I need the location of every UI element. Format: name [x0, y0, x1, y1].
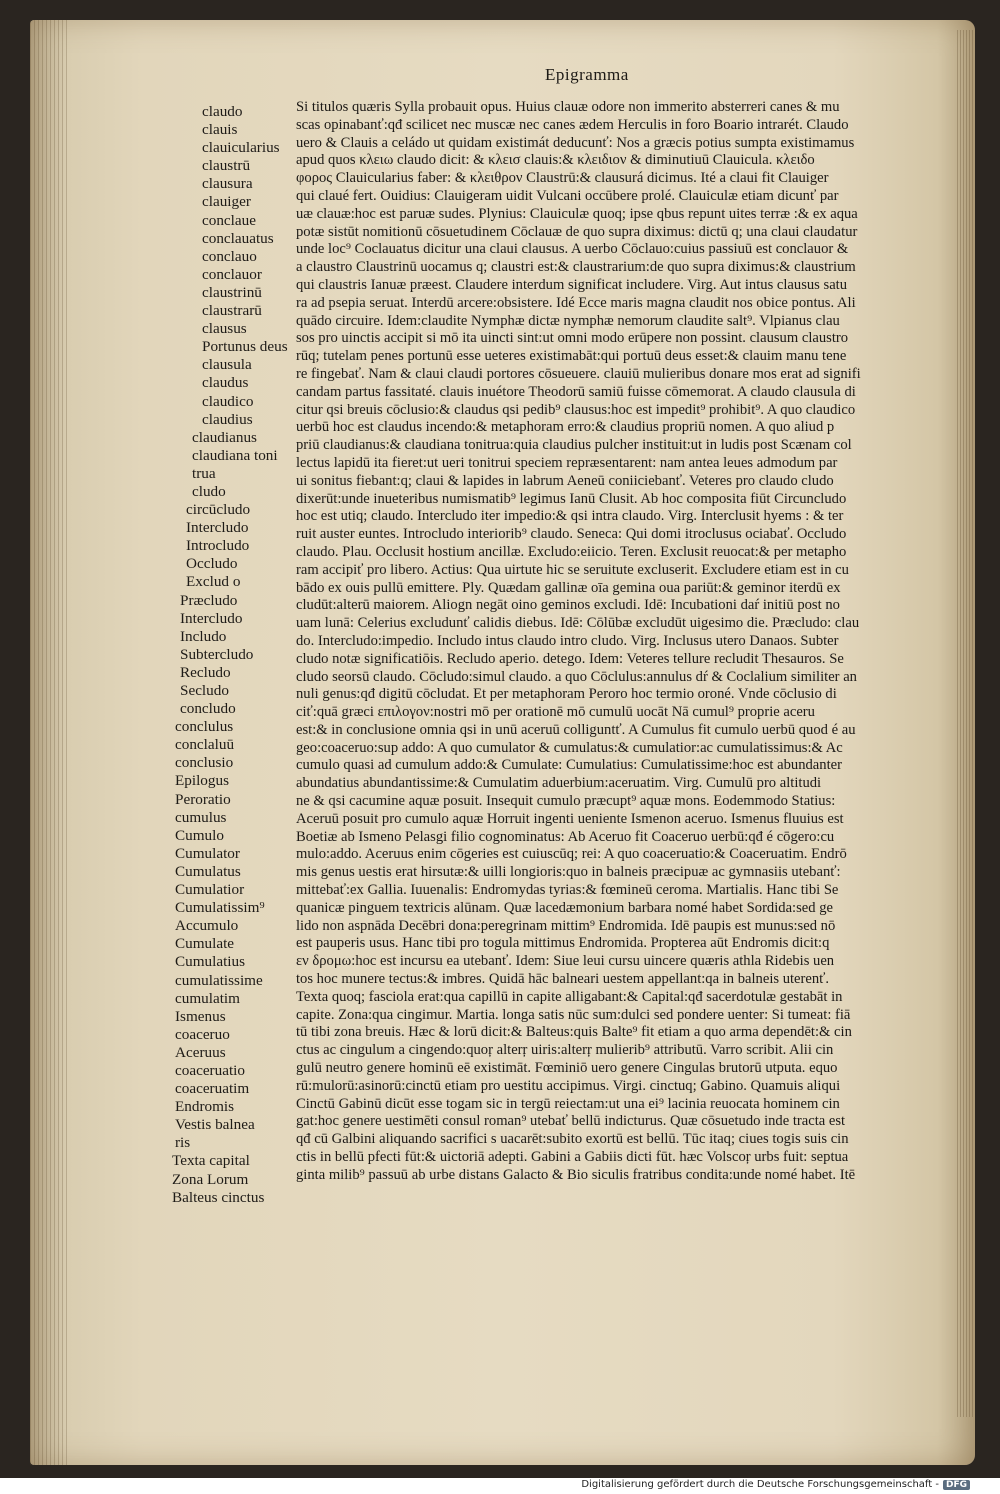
margin-gloss-word: claudiana toni	[192, 446, 278, 464]
text-line: ne & qsi cacumine aquæ posuit. Insequit cumulo præcupt⁹ aquæ mons. Eodemmodo Statius:	[296, 793, 836, 810]
text-line: hoc est utiq; claudo. Intercludo iter impedio:& qsi intra claudo. Virg. Interclusit hyems : & ter	[296, 508, 844, 525]
margin-gloss-word: claudius	[202, 410, 253, 428]
text-line: citur qsi breuis cōclusio:& claudus qsi pedib⁹ clausus:hoc est impedit⁹ prohibit⁹. A quo claudico	[296, 401, 856, 418]
text-line: bādo ex ouis pullū emittere. Ply. Quædam gallinæ oīa gemina oua pariūt:& geminor iterdū ex	[296, 579, 841, 596]
text-line: Texta quoq; fasciola erat:qua capillū in capite alligabant:& Capital:qđ sacerdotulæ gestabāt in	[296, 988, 843, 1005]
margin-gloss-word: Intercludo	[180, 609, 243, 627]
margin-gloss-word: cumulatissime	[175, 971, 263, 989]
margin-gloss-word: claudianus	[192, 428, 257, 446]
margin-gloss-word: claustrinū	[202, 283, 262, 301]
margin-gloss-word: Includo	[180, 627, 227, 645]
text-line: cumulo quasi ad cumulum addo:& Cumulate: Cumulatius: Cumulatissime:hoc est abundanter	[296, 757, 842, 774]
margin-gloss-word: clauiger	[202, 193, 251, 211]
text-line: apud quos κλειω claudo dicit: & κλεισ clauis:& κλειδιον & diminutiuū Clauicula. κλειδο	[296, 152, 815, 169]
margin-gloss-word: coaceruatim	[175, 1080, 250, 1098]
marginal-glosses	[172, 103, 292, 1207]
text-line: Cinctū Gabinū dicūt esse togam sic in tergū reiectam:ut una ei⁹ lacinia reuocata hominem cin	[296, 1095, 840, 1112]
margin-gloss-word: claustrarū	[202, 302, 262, 320]
margin-gloss-word: clausus	[202, 320, 247, 338]
dfg-logo: DFG	[943, 1480, 970, 1490]
text-line: Aceruū posuit pro cumulo aquæ Horruit ingenti ueniente Ismenon aceruo. Ismenus fluuius est	[296, 810, 844, 827]
text-line: est:& in conclusione omnia qsi in unū aceruū colliguntť. A Cumulus fit cumulo uerbū quod é au	[296, 721, 856, 738]
text-line: ginta milib⁹ passuū ab urbe distans Galacto & Bio siculis fratribus condita:unde nomé habet. Itē	[296, 1166, 856, 1183]
text-line: re fingebať. Nam & claui claudi portores cōsueuere. clauiū mulieribus donare mos erat ad signifi	[296, 365, 861, 382]
text-line: uam lunā: Celerius excludunť calidis diebus. Idē: Cōlūbæ excludūt uigesimo die. Præcludo: clau	[296, 615, 860, 632]
margin-gloss-word: cumulus	[175, 808, 227, 826]
text-line: est pauperis usus. Hanc tibi pro togula mittimus Endromida. Propterea aūt Endromis dicit:q	[296, 935, 830, 952]
main-text-block	[296, 99, 968, 1185]
text-line: ra ad psepia seruat. Interdū arcere:obsistere. Idé Ecce maris magna claudit nos obice pontus. Ali	[296, 294, 856, 311]
margin-gloss-word: claudus	[202, 374, 249, 392]
text-line: tū tibi zona breuis. Hæc & lorū dicit:& Balteus:quis Balte⁹ fit etiam a quo arma dependēt:& cin	[296, 1024, 852, 1041]
text-line: uæ clauæ:hoc est paruæ sudes. Plynius: Clauiculæ quoq; ipse qbus repunt uites terræ :& ex aqua	[296, 205, 858, 222]
text-line: qui claustris Ianuæ præest. Claudere interdum significat includere. Virg. Aut intus clausus satu	[296, 276, 848, 293]
text-line: εν δρομω:hoc est incursu ea utebanť. Idem: Siue leui cursu uincere quæris athla Ridebis uen	[296, 953, 835, 970]
text-line: priū claudianus:& claudiana tonitrua:quia claudius pulcher instituit:ut in ludis post Scænam col	[296, 437, 852, 454]
text-line: claudo. Plau. Occlusit hostium ancillæ. Excludo:eiicio. Teren. Exclusit reuocat:& per metapho	[296, 543, 847, 560]
margin-gloss-word: Occludo	[186, 555, 238, 573]
text-line: mulo:addo. Aceruus enim cōgeries est cuiuscūq; rei: A quo coaceruatio:& Coaceruatim. Endrō	[296, 846, 847, 863]
funding-footer	[581, 1479, 970, 1490]
margin-gloss-word: Portunus deus	[202, 338, 288, 356]
text-line: ram accipiť pro libero. Actius: Qua uirtute hic se seruitute excluserit. Excludere etiam est in cu	[296, 561, 849, 578]
text-line: uerbū hoc est claudus incendo:& metaphoram erro:& claudius propriū nomen. A quo aliud p	[296, 419, 835, 436]
margin-gloss-word: cumulatim	[175, 989, 240, 1007]
text-line: qđ cū Galbini aliquando sacrifici s uacarēt:subito exortū est bellū. Tūc itaq; ciues togis suis cin	[296, 1131, 849, 1148]
text-line: φορος Clauicularius faber: & κλειθρον Claustrū:& clausurá dicimus. Ité a claui fit Clauiger	[296, 170, 829, 187]
margin-gloss-word: cludo	[192, 482, 226, 500]
text-line: Boetiæ ab Ismeno Pelasgi filio cognominatus: Ab Aceruo fit Coaceruo uerbū:qđ é cōgero:cu	[296, 828, 835, 845]
margin-gloss-word: conclauor	[202, 265, 262, 283]
margin-gloss-word: Ismenus	[175, 1007, 226, 1025]
text-line: rū:mulorū:asinorū:cinctū etiam pro uestitu accipimus. Virgi. cinctuq; Gabino. Quamuis aliqui	[296, 1077, 841, 1094]
text-line: capite. Zona:qua cingimur. Martia. longa satis nūc sum:dulci sed pondere uenter: Si tumeat: fiā	[296, 1006, 851, 1023]
margin-gloss-word: Balteus cinctus	[172, 1188, 265, 1206]
margin-gloss-word: claudo	[202, 103, 243, 120]
text-line: sos pro uinctis accipit si mō ita uincti sint:ut omni modo erūpere non possint. clausum claustro	[296, 330, 849, 347]
page-stack-edge	[30, 20, 70, 1465]
margin-gloss-word: Vestis balnea	[175, 1116, 255, 1134]
text-line: qui claué fert. Ouidius: Clauigeram uidit Vulcani occūbere prolé. Clauiculæ etiam dicunť par	[296, 187, 839, 204]
text-line: ruit auster euntes. Introcludo interiorib⁹ claudo. Seneca: Qui domi itroclusus ociabať. Occludo	[296, 526, 847, 543]
margin-gloss-word: Texta capital	[172, 1152, 250, 1170]
margin-gloss-word: clausula	[202, 356, 252, 374]
text-line: cludūt:alterū maiorem. Aliogn negāt oino geminos excludi. Idē: Incubationi daŕ initiū post no	[296, 597, 840, 614]
text-line: rūq; tutelam penes portunū esse ueteres existimabāt:qui portuū deus esset:& clauim manu tene	[296, 348, 847, 365]
margin-gloss-word: claustrū	[202, 157, 251, 175]
text-line: quādo circuire. Idem:claudite Nymphæ dictæ nymphæ nemorum claudite salt⁹. Vlpianus clau	[296, 312, 840, 329]
text-line: gat:hoc genere uestimēti consul roman⁹ utebať bellū indicturus. Quæ cōsuetudo inde tracta est	[296, 1113, 846, 1130]
text-line: ui sonitus fiebant:q; claui & lapides in labrum Aeneū coniiciebanť. Veteres pro claudo cludo	[296, 472, 834, 489]
text-line: uero & Clauis a celádo ut quidam existimát deducunť: Nos a græcis potius sumpta existimamus	[296, 134, 855, 151]
margin-gloss-word: Exclud o	[186, 573, 241, 591]
margin-gloss-word: Præcludo	[180, 591, 238, 609]
margin-gloss-word: Recludo	[180, 663, 231, 681]
margin-gloss-word: Cumulatior	[175, 881, 245, 899]
text-line: ctis in bellū pfecti fūt:& uictoriā adepti. Gabini a Gabiis dicti fūt. hæc Volscoŗ urbs fuit: septua	[296, 1149, 849, 1166]
text-line: ctus ac cingulum a cingendo:quoŗ alterŗ uiris:alterŗ mulierib⁹ attributū. Varro scribit. Alii cin	[296, 1042, 834, 1059]
text-line: candam partus fassitaté. clauis inuétore Theodorū samiū fuisse cōmemorat. A claudo clausula di	[296, 383, 856, 400]
margin-gloss-word: Cumulatissim⁹	[175, 899, 265, 917]
text-line: a claustro Claustrinū uocamus q; claustri est:& claustrarium:de quo supra diximus:& claustrium	[296, 259, 856, 276]
text-line: scas opinabanť:qđ scilicet nec muscæ nec canes ædem Herculis in foro Boario intrarét. Claudo	[296, 116, 849, 133]
margin-gloss-word: coaceruatio	[175, 1061, 245, 1079]
text-line: do. Intercludo:impedio. Includo intus claudo intro cludo. Virg. Inclusus utero Danaos. Subter	[296, 632, 839, 649]
margin-gloss-word: conclaue	[202, 211, 256, 229]
margin-gloss-word: ris	[175, 1134, 191, 1152]
margin-gloss-word: Cumulator	[175, 844, 240, 862]
margin-gloss-word: clauicularius	[202, 139, 280, 157]
text-line: cludo seorsū claudo. Cōcludo:simul claudo. a quo Cōclulus:annulus dŕ & Coclalium similiter an	[296, 668, 857, 685]
text-line: abundatius abundantissime:& Cumulatim aduerbium:aceruatim. Virg. Cumulū pro altitudi	[296, 775, 822, 792]
text-line: quanicæ pinguem textricis alūnam. Quæ lacedæmonium barbara nomé habet Sordida:sed ge	[296, 899, 833, 916]
text-line: lectus lapidū ita fieret:ut ueri tonitrui speciem repræsentarent: nam antea leues admodum par	[296, 454, 838, 471]
text-line: lido non aspnāda Decēbri dona:peregrinam mittim⁹ Endromida. Idē paupis est munus:sed nō	[296, 917, 836, 934]
text-line: tos hoc munere tectus:& imbres. Quidā hāc balneari uestem appellant:qa in balneis uterenť.	[296, 971, 830, 988]
margin-gloss-word: Zona Lorum	[172, 1170, 249, 1188]
margin-gloss-word: conclulus	[175, 718, 234, 736]
text-line: Si titulos quæris Sylla probauit opus. Huius clauæ odore non immerito absterreri canes & mu	[296, 99, 840, 115]
text-line: gulū neutro genere hominū eē existimāt. Fœminiō uero genere Cingulas brutorū utputa. equo	[296, 1060, 838, 1077]
margin-gloss-word: Aceruus	[175, 1043, 226, 1061]
margin-gloss-word: Cumulatus	[175, 862, 241, 880]
text-line: nuli genus:qđ digitū cōcludat. Et per metaphoram Peroro hoc termio oroné. Vnde cōclusio di	[296, 686, 837, 703]
margin-gloss-word: circūcludo	[186, 501, 251, 519]
margin-gloss-word: Peroratio	[175, 790, 231, 808]
text-line: geo:coaceruo:sup addo: A quo cumulator & cumulatus:& cumulatior:ac cumulatissimus:& Ac	[296, 739, 843, 756]
footer-text: Digitalisierung gefördert durch die Deutsche Forschungsgemeinschaft -	[581, 1479, 939, 1490]
margin-gloss-word: Secludo	[180, 682, 229, 699]
running-header: Epigramma	[545, 65, 629, 84]
text-line: cludo notæ significatiōis. Recludo aperio. detego. Idem: Veteres tellure recludit Thesauros. Se	[296, 650, 844, 667]
margin-gloss-word: Subtercludo	[180, 645, 254, 663]
margin-gloss-word: Endromis	[175, 1098, 235, 1116]
margin-gloss-word: trua	[192, 464, 216, 482]
margin-gloss-word: Epilogus	[175, 772, 230, 790]
text-line: mis genus uestis erat hirsutæ:& uilli longioris:quo in balneis præcipuæ ac gymnasiis utebanť:	[296, 864, 841, 881]
margin-gloss-word: Cumulate	[175, 935, 235, 953]
text-line: dixerūt:unde inueteribus numismatib⁹ legimus Ianū Clusit. Ab hoc composita fiūt Circuncludo	[296, 490, 847, 507]
margin-gloss-word: Cumulo	[175, 826, 224, 844]
text-line: potæ sistūt nomitionū cōsuetudinem Cōclauæ de quo supra diximus: dictū q; una claui claudatur	[296, 223, 858, 240]
text-line: mittebať:ex Gallia. Iuuenalis: Endromydas tyrias:& fœmineū ceroma. Martialis. Hanc tibi Se	[296, 882, 839, 899]
margin-gloss-word: Accumulo	[175, 917, 239, 935]
text-line: ciť:quā græci επιλογον:nostri mō per orationē mō cumulū uocāt Nā cumul⁹ proprie aceru	[296, 704, 815, 721]
margin-gloss-word: conclauo	[202, 247, 257, 265]
margin-gloss-word: clauis	[202, 121, 238, 139]
margin-gloss-word: concludo	[180, 700, 236, 718]
margin-gloss-word: conclauatus	[202, 229, 274, 247]
margin-gloss-word: conclusio	[175, 754, 234, 772]
margin-gloss-word: coaceruo	[175, 1025, 230, 1043]
margin-gloss-word: clausura	[202, 175, 253, 193]
margin-gloss-word: claudico	[202, 392, 254, 410]
margin-gloss-word: Introcludo	[186, 537, 250, 555]
margin-gloss-word: Cumulatius	[175, 953, 246, 971]
text-line: unde loc⁹ Coclauatus dicitur una claui clausus. A uerbo Cōclauo:cuius passiuū est conclauor &	[296, 241, 849, 258]
margin-gloss-word: Intercludo	[186, 519, 249, 537]
margin-gloss-word: conclaluū	[175, 736, 235, 754]
